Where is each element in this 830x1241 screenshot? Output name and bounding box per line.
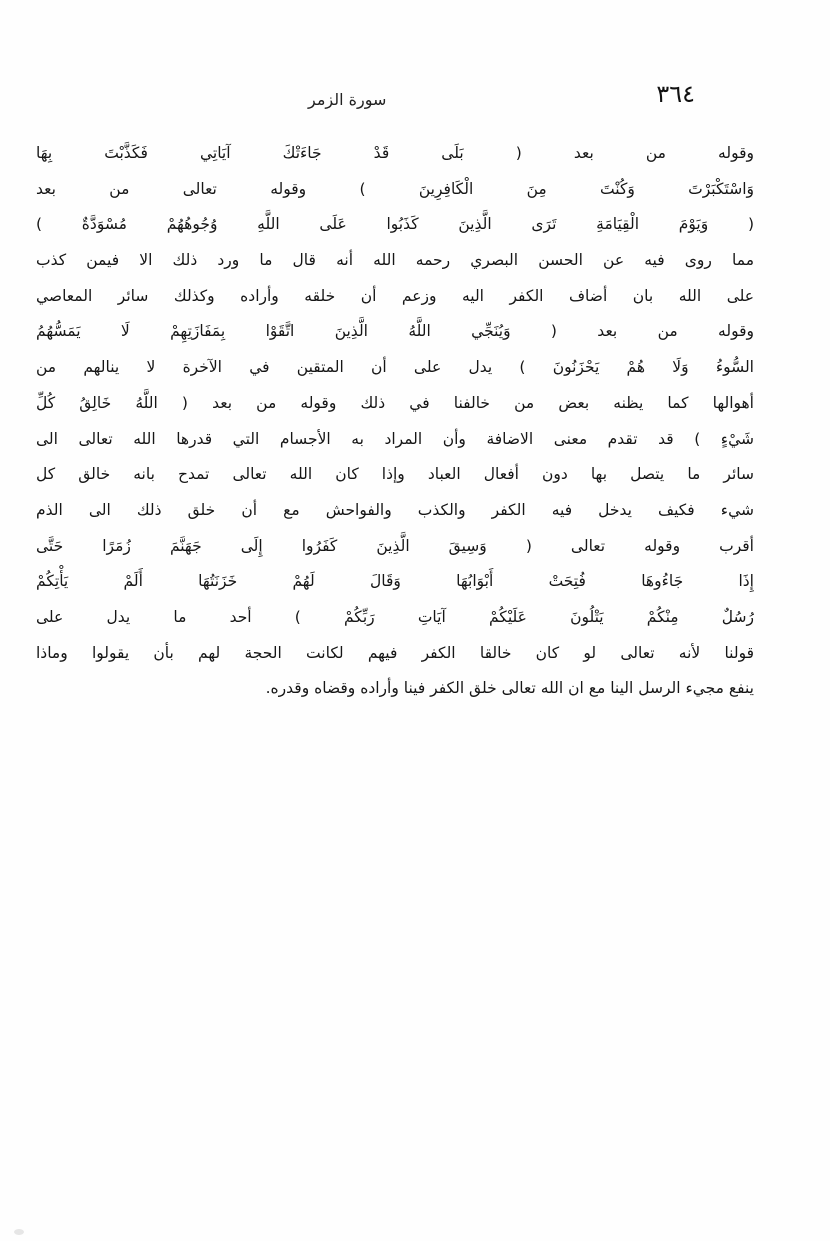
text-line: مما روى فيه عن الحسن البصري رحمه الله أنه قال ما ورد ذلك الا فيمن كذب xyxy=(36,251,754,270)
text-line: أهوالها كما يظنه بعض من خالفنا في ذلك وقوله من بعد ( اللَّهُ خَالِقُ كُلِّ xyxy=(36,393,754,412)
text-line: وَاسْتَكْبَرْتَ وَكُنْتَ مِنَ الْكَافِرِينَ ) وقوله تعالى من بعد xyxy=(36,179,754,198)
running-head: سورة الزمر xyxy=(308,90,387,109)
page-number: ٣٦٤ xyxy=(656,80,695,108)
text-line: وقوله من بعد ( بَلَى قَدْ جَاءَتْكَ آيَاتِي فَكَذَّبْتَ بِهَا xyxy=(36,144,754,162)
text-line: ( وَيَوْمَ الْقِيَامَةِ تَرَى الَّذِينَ كَذَبُوا عَلَى اللَّهِ وُجُوهُهُمْ مُسْوَدَّةٌ ) xyxy=(36,215,754,234)
scan-speck xyxy=(14,1229,24,1235)
text-line: أقرب وقوله تعالى ( وَسِيقَ الَّذِينَ كَفَرُوا إِلَى جَهَنَّمَ زُمَرًا حَتَّى xyxy=(36,536,754,555)
text-line: قولنا لأنه تعالى لو كان خالقا الكفر فيهم لكانت الحجة لهم بأن يقولوا وماذا xyxy=(36,643,754,662)
text-line: رُسُلٌ مِنْكُمْ يَتْلُونَ عَلَيْكُمْ آيَاتِ رَبِّكُمْ ) أحد ما يدل على xyxy=(36,607,754,626)
text-line: إِذَا جَاءُوهَا فُتِحَتْ أَبْوَابُهَا وَقَالَ لَهُمْ خَزَنَتُهَا أَلَمْ يَأْتِكُمْ xyxy=(36,572,754,591)
text-line: على الله بان أضاف الكفر اليه وزعم أن خلقه وأراده وكذلك سائر المعاصي xyxy=(36,286,754,305)
text-line: ينفع مجيء الرسل الينا مع ان الله تعالى خلق الكفر فينا وأراده وقضاه وقدره. xyxy=(265,679,754,698)
text-line: وقوله من بعد ( وَيُنَجِّي اللَّهُ الَّذِينَ اتَّقَوْا بِمَفَازَتِهِمْ لَا يَمَسُّهُمُ xyxy=(36,322,754,341)
text-line: شيء فكيف يدخل فيه الكفر والكذب والفواحش مع أن خلق ذلك الى الذم xyxy=(36,500,754,519)
body-text xyxy=(36,136,754,707)
text-line: سائر ما يتصل بها دون أفعال العباد وإذا كان الله تعالى تمدح بانه خالق كل xyxy=(36,465,754,484)
page-header xyxy=(300,78,695,114)
text-line: السُّوءُ وَلَا هُمْ يَحْزَنُونَ ) يدل على أن المتقين في الآخرة لا ينالهم من xyxy=(36,358,754,377)
text-line: شَيْءٍ ) قد تقدم معنى الاضافة وأن المراد به الأجسام التي قدرها الله تعالى الى xyxy=(36,429,754,448)
